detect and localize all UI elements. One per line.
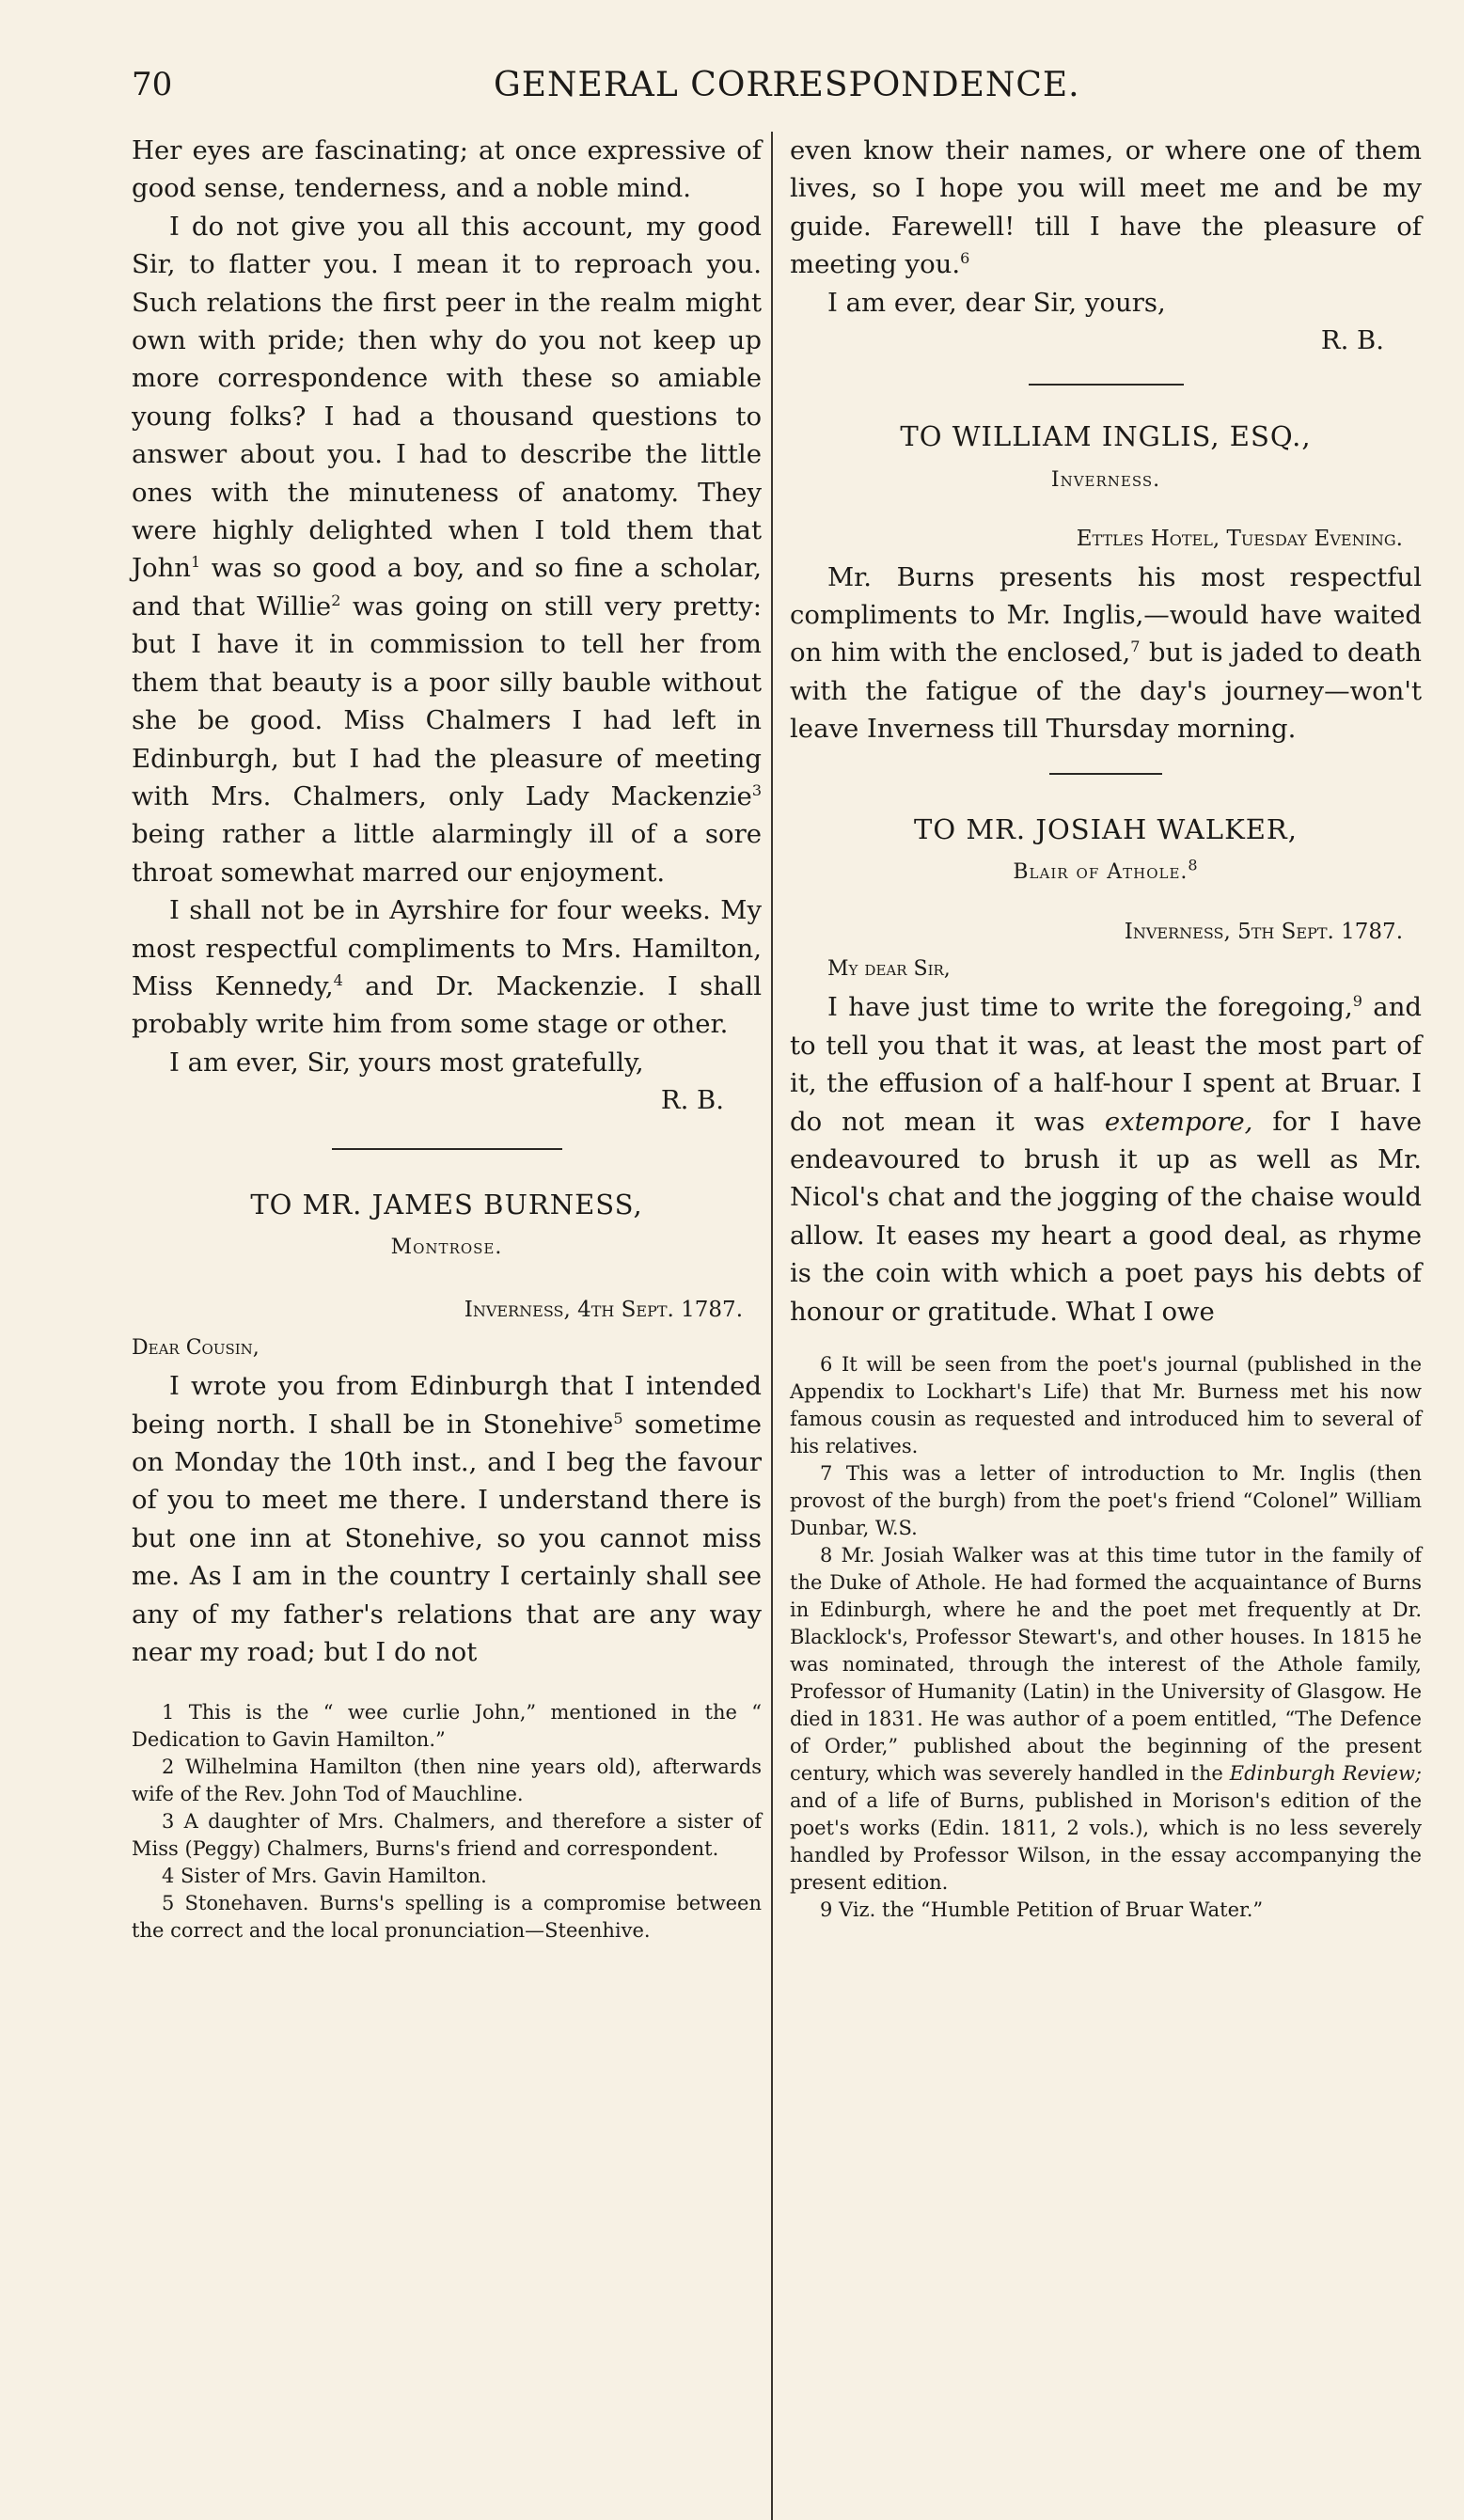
- closing-line: I am ever, dear Sir, yours,: [827, 287, 1166, 318]
- salutation: Dear Cousin,: [132, 1335, 260, 1360]
- closing-line: I am ever, Sir, yours most gratefully,: [169, 1047, 644, 1078]
- letter-subheading: Inverness.: [1050, 467, 1161, 492]
- letter-heading: TO MR. JAMES BURNESS,: [250, 1188, 643, 1221]
- paragraph: Her eyes are fascinating; at once expressive of good sense, tenderness, and a noble mind.: [132, 135, 762, 204]
- paragraph: even know their names, or where one of them lives, so I hope you will meet me and be my guide. Farewell! till I have the pleasure of meeting you.$^6$: [790, 135, 1422, 280]
- footnote-ref: 7: [1130, 638, 1141, 656]
- letter-heading: TO MR. JOSIAH WALKER,: [914, 812, 1298, 845]
- footnote-ref: 9: [1352, 992, 1362, 1011]
- footnotes: [790, 1351, 1422, 1924]
- letter-subheading: Blair of Athole.$^8$: [1013, 856, 1199, 885]
- footnote: 8 Mr. Josiah Walker was at this time tutor in the family of the Duke of Athole. He had formed the acquaintance of Burns in Edinburgh, where he and the poet met frequently at Dr. Blacklock's, Professor Stewart's, and other houses. In 1815 he was nominated, through the interest of the Athole family, Professor of Humanity (Latin) in the University of Glasgow. He died in 1831. He was author of a poem entitled, “The Defence of Order,” published about the beginning of the present century, which was severely handled in the Edinburgh Review; and of a life of Burns, published in Morison's edition of the poet's works (Edin. 1811, 2 vols.), which is no less severely handled by Professor Wilson, in the essay accompanying the present edition.: [790, 1543, 1422, 1894]
- footnotes: [132, 1699, 762, 1945]
- dateline: Ettles Hotel, Tuesday Evening.: [1076, 527, 1403, 552]
- left-column: [132, 132, 762, 1945]
- page-number: 70: [132, 66, 173, 103]
- paragraph: I have just time to write the foregoing,$^9$ and to tell you that it was, at least the most part of it, the effusion of a half-hour I spent at Bruar. I do not mean it was extempore, for I have endeavoured to brush it up as well as Mr. Nicol's chat and the jogging of the chaise would allow. It eases my heart a good deal, as rhyme is the coin with which a poet pays his debts of honour or gratitude. What I owe: [790, 992, 1423, 1327]
- footnote-ref: 5: [613, 1409, 623, 1427]
- footnote: 1 This is the “ wee curlie John,” mentioned in the “ Dedication to Gavin Hamilton.”: [132, 1701, 762, 1752]
- paragraph: I shall not be in Ayrshire for four weeks. My most respectful compliments to Mrs. Hamilton, Miss Kennedy,$^4$ and Dr. Mackenzie. I shall probably write him from some stage or other.: [132, 895, 762, 1040]
- right-column: [790, 132, 1422, 1924]
- page-header: [132, 66, 1081, 122]
- section-rule: [1049, 773, 1162, 775]
- footnote-ref: 1: [191, 553, 201, 572]
- salutation: My dear Sir,: [827, 956, 951, 981]
- section-rule: [332, 1148, 562, 1150]
- footnote: 3 A daughter of Mrs. Chalmers, and therefore a sister of Miss (Peggy) Chalmers, Burns's friend and correspondent.: [132, 1810, 762, 1861]
- footnote-ref: 2: [331, 591, 341, 609]
- footnote: 5 Stonehaven. Burns's spelling is a compromise between the correct and the local pronunciation—Steenhive.: [132, 1892, 762, 1943]
- letter-subheading: Montrose.: [390, 1235, 503, 1259]
- paragraph: I wrote you from Edinburgh that I intended being north. I shall be in Stonehive$^5$ sometime on Monday the 10th inst., and I beg the favour of you to meet me there. I understand there is but one inn at Stonehive, so you cannot miss me. As I am in the country I certainly shall see any of my father's relations that are any way near my road; but I do not: [132, 1371, 762, 1668]
- column-divider: [771, 132, 773, 2520]
- signature: R. B.: [660, 1085, 724, 1116]
- footnote: 9 Viz. the “Humble Petition of Bruar Water.”: [820, 1898, 1264, 1921]
- footnote-ref: 8: [1188, 856, 1199, 874]
- footnote-ref: 6: [960, 249, 970, 268]
- dateline: Inverness, 5th Sept. 1787.: [1124, 919, 1403, 944]
- section-rule: [1029, 384, 1184, 386]
- paragraph: I do not give you all this account, my good Sir, to flatter you. I mean it to reproach you. Such relations the first peer in the realm might own with pride; then why do you not keep up more correspondence with these so amiable young folks? I had a thousand questions to answer about you. I had to describe the little ones with the minuteness of anatomy. They were highly delighted when I told them that John$^1$ was so good a boy, and so fine a scholar, and that Willie$^2$ was going on still very pretty: but I have it in commission to tell her from them that beauty is a poor silly bauble without she be good. Miss Chalmers I had left in Edinburgh, but I had the pleasure of meeting with Mrs. Chalmers, only Lady Mackenzie$^3$ being rather a little alarmingly ill of a sore throat somewhat marred our enjoyment.: [132, 211, 762, 888]
- footnote-ref: 3: [751, 780, 762, 799]
- footnote: 7 This was a letter of introduction to Mr. Inglis (then provost of the burgh) from the poet's friend “Colonel” William Dunbar, W.S.: [790, 1461, 1422, 1539]
- footnote: 6 It will be seen from the poet's journal (published in the Appendix to Lockhart's Life) that Mr. Burness met his now famous cousin as requested and introduced him to several of his relatives.: [790, 1352, 1422, 1457]
- paragraph: Mr. Burns presents his most respectful compliments to Mr. Inglis,—would have waited on him with the enclosed,$^7$ but is jaded to death with the fatigue of the day's journey—won't leave Inverness till Thursday morning.: [790, 561, 1422, 745]
- letter-heading: TO WILLIAM INGLIS, ESQ.,: [900, 420, 1312, 453]
- dateline: Inverness, 4th Sept. 1787.: [464, 1298, 743, 1323]
- footnote: 2 Wilhelmina Hamilton (then nine years old), afterwards wife of the Rev. John Tod of Mauchline.: [132, 1756, 762, 1806]
- running-head: GENERAL CORRESPONDENCE.: [494, 66, 1080, 104]
- footnote: 4 Sister of Mrs. Gavin Hamilton.: [162, 1865, 487, 1888]
- footnote-ref: 4: [333, 970, 343, 989]
- signature: R. B.: [1320, 325, 1384, 356]
